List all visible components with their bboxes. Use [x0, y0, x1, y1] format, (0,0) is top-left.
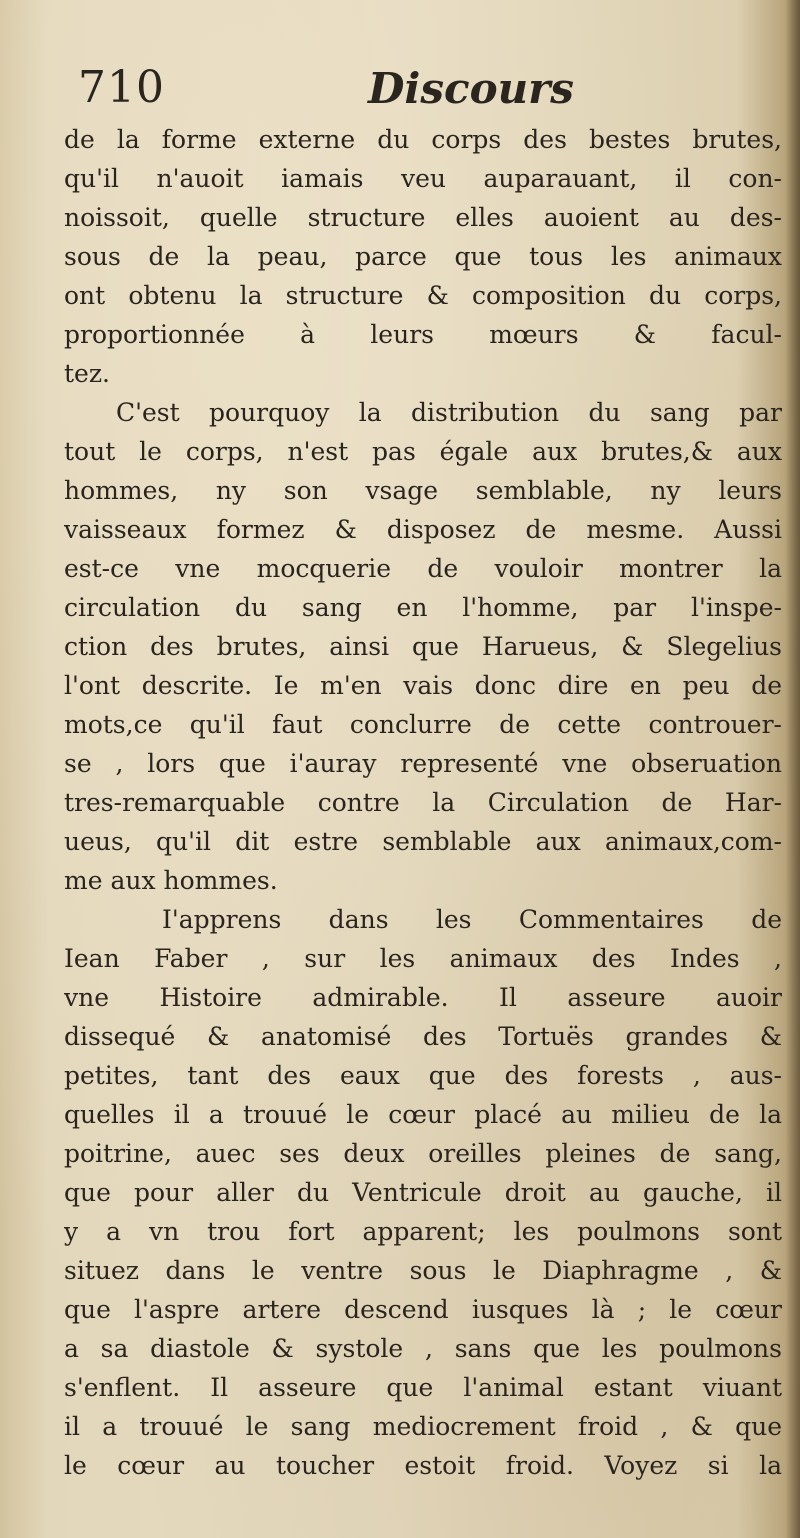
text-line: de la forme externe du corps des bestes brutes,	[64, 125, 782, 154]
text-line: ueus, qu'il dit estre semblable aux animaux,com-	[64, 827, 782, 856]
text-line: se , lors que i'auray representé vne obseruation	[64, 749, 782, 778]
text-line: tez.	[64, 359, 110, 388]
text-line: que pour aller du Ventricule droit au gauche, il	[64, 1178, 782, 1207]
text-line: I'apprens dans les Commentaires de	[162, 905, 782, 934]
page-header	[78, 62, 778, 122]
text-line: que l'aspre artere descend iusques là ; le cœur	[64, 1295, 782, 1324]
text-line: a sa diastole & systole , sans que les poulmons	[64, 1334, 782, 1363]
paragraph-1	[64, 120, 782, 393]
text-line: poitrine, auec ses deux oreilles pleines de sang,	[64, 1139, 782, 1168]
page-edge-shadow	[786, 0, 800, 1538]
text-line: noissoit, quelle structure elles auoient au des-	[64, 203, 782, 232]
text-line: y a vn trou fort apparent; les poulmons sont	[64, 1217, 782, 1246]
text-line: hommes, ny son vsage semblable, ny leurs	[64, 476, 782, 505]
text-line: mots,ce qu'il faut conclurre de cette controuer-	[64, 710, 782, 739]
text-line: sous de la peau, parce que tous les animaux	[64, 242, 782, 271]
text-line: dissequé & anatomisé des Tortuës grandes &	[64, 1022, 782, 1051]
text-line: tres-remarquable contre la Circulation de Har-	[64, 788, 782, 817]
text-line: ction des brutes, ainsi que Harueus, & Slegelius	[64, 632, 782, 661]
text-line: petites, tant des eaux que des forests , aus-	[64, 1061, 782, 1090]
text-line: s'enflent. Il asseure que l'animal estant viuant	[64, 1373, 782, 1402]
text-line: proportionnée à leurs mœurs & facul-	[64, 320, 782, 349]
text-line: l'ont descrite. Ie m'en vais donc dire en peu de	[64, 671, 782, 700]
text-line: est-ce vne mocquerie de vouloir montrer la	[64, 554, 782, 583]
text-line: situez dans le ventre sous le Diaphragme , &	[64, 1256, 782, 1285]
text-line: Iean Faber , sur les animaux des Indes ,	[64, 944, 782, 973]
text-line: quelles il a trouué le cœur placé au milieu de la	[64, 1100, 782, 1129]
text-line: ont obtenu la structure & composition du corps,	[64, 281, 782, 310]
text-line: vaisseaux formez & disposez de mesme. Aussi	[64, 515, 782, 544]
paragraph-3	[64, 900, 782, 1485]
text-line: il a trouué le sang mediocrement froid , & que	[64, 1412, 782, 1441]
page-number: 710	[78, 62, 165, 113]
text-line: me aux hommes.	[64, 866, 278, 895]
text-line: le cœur au toucher estoit froid. Voyez si la	[64, 1451, 782, 1480]
running-title: Discours	[368, 64, 574, 113]
text-line: circulation du sang en l'homme, par l'inspe-	[64, 593, 782, 622]
text-line: tout le corps, n'est pas égale aux brutes,& aux	[64, 437, 782, 466]
text-line: C'est pourquoy la distribution du sang par	[116, 398, 782, 427]
body-text	[64, 120, 782, 1485]
paragraph-2	[64, 393, 782, 900]
text-line: qu'il n'auoit iamais veu auparauant, il con-	[64, 164, 782, 193]
text-line: vne Histoire admirable. Il asseure auoir	[64, 983, 782, 1012]
